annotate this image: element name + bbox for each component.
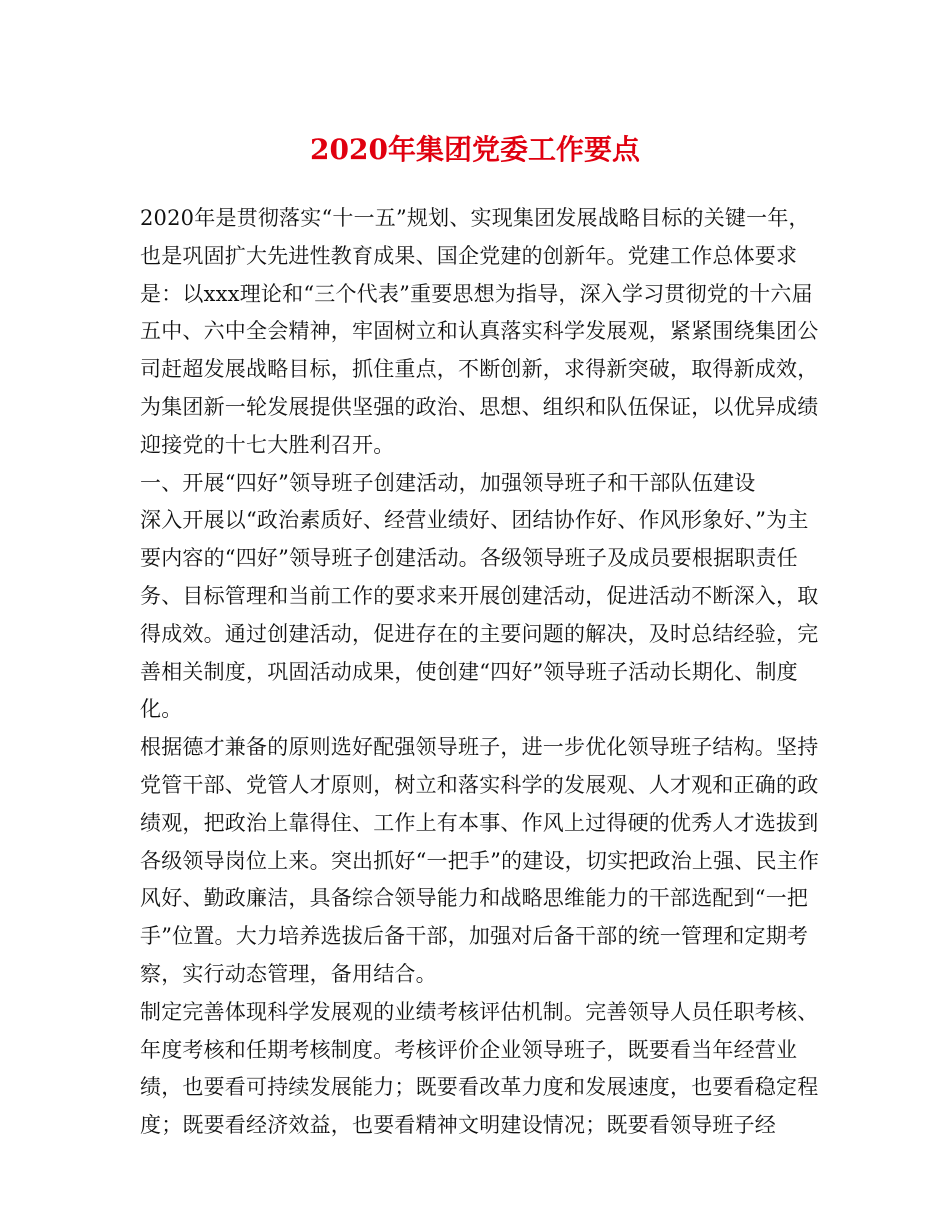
paragraph-performance-evaluation: 制定完善体现科学发展观的业绩考核评估机制。完善领导人员任职考核、年度考核和任期考核制度。考核评价企业领导班子，既要看当年经营业绩，也要看可持续发展能力；既要看改革力度和发展速度，也要看稳定程度；既要看经济效益，也要看精神文明建设情况；既要看领导班子经 — [140, 999, 819, 1138]
section-heading-1: 一、开展“四好”领导班子创建活动，加强领导班子和干部队伍建设 — [140, 470, 756, 495]
paragraph-four-good: 深入开展以“政治素质好、经营业绩好、团结协作好、作风形象好、”为主要内容的“四好”领导班子创建活动。各级领导班子及成员要根据职责任务、目标管理和当前工作的要求来开展创建活动，促进活动不断深入，取得成效。通过创建活动，促进存在的主要问题的解决，及时总结经验，完善相关制度，巩固活动成果，使创建“四好”领导班子活动长期化、制度化。 — [140, 508, 819, 722]
paragraph-intro: 2020年是贯彻落实“十一五”规划、实现集团发展战略目标的关键一年，也是巩固扩大先进性教育成果、国企党建的创新年。党建工作总体要求是：以xxx理论和“三个代表”重要思想为指导，深入学习贯彻党的十六届五中、六中全会精神，牢固树立和认真落实科学发展观，紧紧围绕集团公司赶超发展战略目标，抓住重点，不断创新，求得新突破，取得新成效，为集团新一轮发展提供坚强的政治、思想、组织和队伍保证，以优异成绩迎接党的十七大胜利召开。 — [140, 206, 819, 457]
document-body — [140, 200, 820, 1145]
document-title: 2020年集团党委工作要点 — [310, 133, 640, 166]
paragraph-leadership-selection: 根据德才兼备的原则选好配强领导班子，进一步优化领导班子结构。坚持党管干部、党管人才原则，树立和落实科学的发展观、人才观和正确的政绩观，把政治上靠得住、工作上有本事、作风上过得硬的优秀人才选拔到各级领导岗位上来。突出抓好“一把手”的建设，切实把政治上强、民主作风好、勤政廉洁，具备综合领导能力和战略思维能力的干部选配到“一把手”位置。大力培养选拔后备干部，加强对后备干部的统一管理和定期考察，实行动态管理，备用结合。 — [140, 735, 820, 986]
